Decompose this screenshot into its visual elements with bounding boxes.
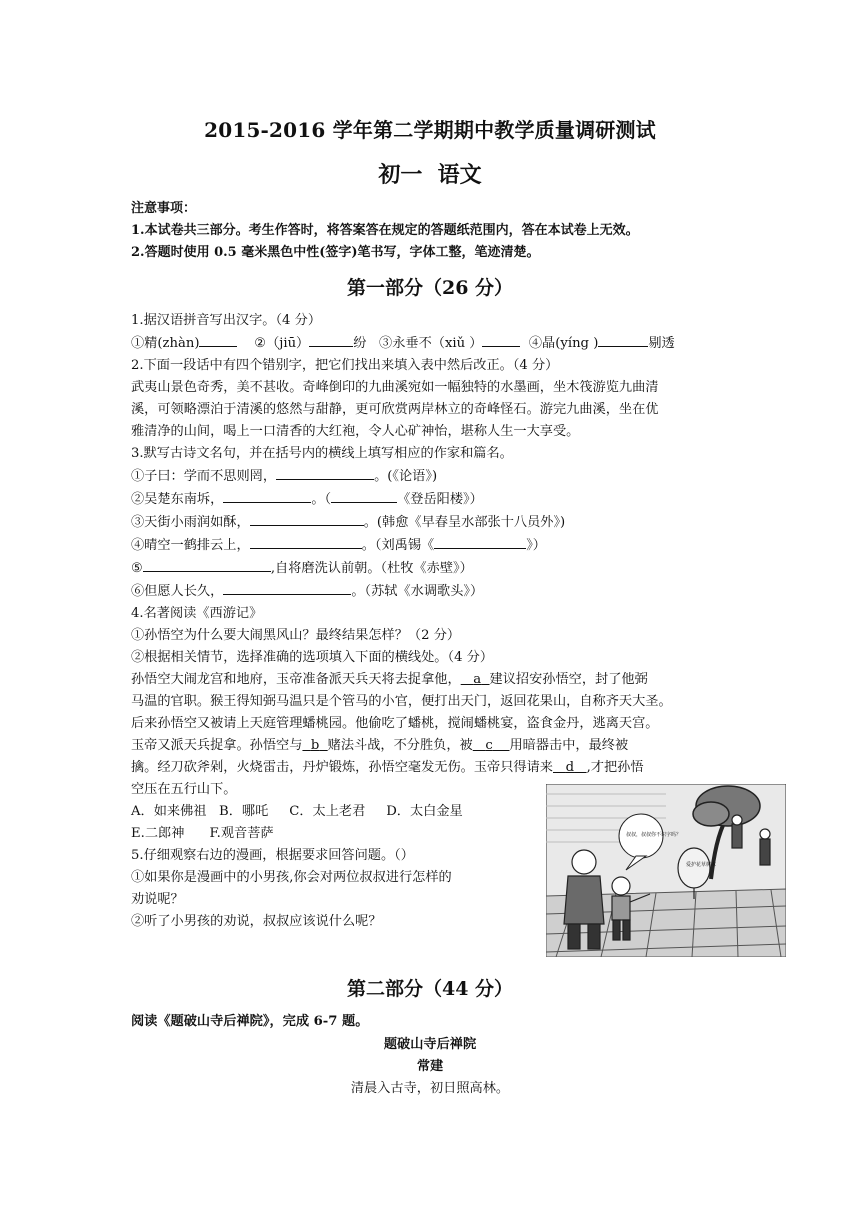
notes-heading: 注意事项： bbox=[131, 201, 197, 216]
q3-3-text: ③天街小雨润如酥， bbox=[131, 515, 250, 530]
q4-p5-pre: 擒。经刀砍斧剁，火烧雷击，丹炉锻炼，孙悟空毫发无伤。玉帝只得请来 bbox=[131, 760, 553, 775]
cartoon-svg bbox=[546, 784, 786, 957]
q3-2-author-blank bbox=[331, 488, 397, 503]
q4-para-line1 bbox=[131, 669, 721, 691]
q5-sub2: ②听了小男孩的劝说，叔叔应该说什么呢？ bbox=[131, 914, 382, 929]
q3-6-text: ⑥但愿人长久， bbox=[131, 584, 224, 599]
q3-1-blank bbox=[276, 465, 374, 480]
q3-item-4 bbox=[131, 534, 721, 557]
cartoon-illustration bbox=[546, 784, 786, 957]
q5-sub1-line2: 劝说呢？ bbox=[131, 892, 184, 907]
q5-sub1-line1: ①如果你是漫画中的小男孩,你会对两位叔叔进行怎样的 bbox=[131, 870, 452, 885]
q4-para-line4 bbox=[131, 735, 721, 757]
q4-options-2: E.二郎神 F.观音菩萨 bbox=[131, 826, 274, 841]
q3-3-source: 。(韩愈《早春呈水部张十八员外》) bbox=[363, 515, 566, 530]
q1-d-blank bbox=[598, 332, 648, 347]
q4-blank-c: c bbox=[485, 738, 493, 753]
q1-a-label: ①精(zhàn) bbox=[131, 336, 200, 351]
notes-section bbox=[131, 198, 639, 264]
poem-line-1: 清晨入古寺，初日照高林。 bbox=[350, 1081, 510, 1096]
exam-subtitle: 初一 语文 bbox=[378, 162, 482, 188]
exam-title: 2015-2016 学年第二学期期中教学质量调研测试 bbox=[204, 118, 656, 142]
q1-b-label: ②（jiū） bbox=[254, 336, 310, 351]
notes-item-1: 1.本试卷共三部分。考生作答时，将答案答在规定的答题纸范围内，答在本试卷上无效。 bbox=[131, 223, 639, 238]
q3-4-text: ④晴空一鹤排云上， bbox=[131, 538, 250, 553]
q4-p1-pre: 孙悟空大闹龙宫和地府，玉帝准备派天兵天将去捉拿他， bbox=[131, 672, 461, 687]
q2-passage-line2: 溪，可领略漂泊于清溪的悠然与甜静，更可欣赏两岸林立的奇峰怪石。游完九曲溪，坐在优 bbox=[131, 402, 659, 417]
q3-6-blank bbox=[223, 580, 351, 595]
poem-title: 题破山寺后禅院 bbox=[383, 1037, 477, 1052]
q1-b-suffix: 纷 bbox=[353, 336, 367, 351]
q4-p1-post: 建议招安孙悟空，封了他弼 bbox=[489, 672, 648, 687]
q3-2-source: 《登岳阳楼》） bbox=[397, 492, 483, 507]
q4-sub2: ②根据相关情节，选择准确的选项填入下面的横线处。（4 分） bbox=[131, 650, 494, 665]
q1-d-suffix: 剔透 bbox=[648, 336, 675, 351]
q4-para-line6: 空压在五行山下。 bbox=[131, 782, 237, 797]
q4-p5-post: ,才把孙悟 bbox=[586, 760, 644, 775]
q3-5-blank bbox=[143, 557, 271, 572]
q3-item-6 bbox=[131, 580, 721, 603]
q1-items bbox=[131, 332, 721, 355]
q3-1-source: 。(《论语》) bbox=[374, 469, 438, 484]
q3-2-text: ②吴楚东南坼， bbox=[131, 492, 224, 507]
q3-4-suffix: 》） bbox=[526, 538, 546, 553]
q3-4-blank bbox=[250, 534, 362, 549]
q1-c-blank bbox=[482, 332, 520, 347]
q3-5-label: ⑤ bbox=[131, 561, 143, 576]
q3-item-5 bbox=[131, 557, 721, 580]
q1-c-label: ③永垂不（xiǔ ） bbox=[379, 336, 483, 351]
q2-prompt: 2.下面一段话中有四个错别字，把它们找出来填入表中然后改正。（4 分） bbox=[131, 358, 559, 373]
q4-options-1: A．如来佛祖 B．哪吒 C．太上老君 D．太白金星 bbox=[131, 804, 463, 819]
q4-p4-pre: 玉帝又派天兵捉拿。孙悟空与 bbox=[131, 738, 303, 753]
part2-heading: 第二部分（44 分） bbox=[346, 978, 514, 1000]
q5-prompt: 5.仔细观察右边的漫画，根据要求回答问题。（） bbox=[131, 848, 414, 863]
poem-author: 常建 bbox=[416, 1059, 444, 1074]
q1-d-label: ④晶(yíng ) bbox=[528, 336, 599, 351]
cartoon-bubble-text: 叔叔，叔叔你不识字吗？ bbox=[626, 832, 682, 838]
q1-a-blank bbox=[199, 332, 237, 347]
q3-2-mid: 。（ bbox=[311, 492, 332, 507]
part1-heading: 第一部分（26 分） bbox=[346, 277, 514, 299]
q3-4-title-blank bbox=[434, 534, 526, 549]
q2-passage-line3: 雅清净的山间，喝上一口清香的大红袍，令人心矿神怡，堪称人生一大享受。 bbox=[131, 424, 580, 439]
notes-item-2: 2.答题时使用 0.5 毫米黑色中性(签字)笔书写，字体工整，笔迹清楚。 bbox=[131, 245, 540, 260]
q4-para-line5 bbox=[131, 757, 721, 779]
q3-item-2 bbox=[131, 488, 721, 511]
part2-intro: 阅读《题破山寺后禅院》，完成 6-7 题。 bbox=[131, 1014, 369, 1029]
q1-prompt: 1.据汉语拼音写出汉字。（4 分） bbox=[131, 313, 322, 328]
q4-para-line2: 马温的官职。猴王得知弼马温只是个管马的小官，便打出天门，返回花果山，自称齐天大圣。 bbox=[131, 694, 672, 709]
q4-sub1: ①孙悟空为什么要大闹黑风山？最终结果怎样？（2 分） bbox=[131, 628, 461, 643]
q3-1-text: ①子曰：学而不思则罔， bbox=[131, 469, 277, 484]
q3-prompt: 3.默写古诗文名句，并在括号内的横线上填写相应的作家和篇名。 bbox=[131, 446, 513, 461]
q4-blank-b: b bbox=[310, 738, 320, 753]
q3-4-mid: 。（刘禹锡《 bbox=[361, 538, 435, 553]
q4-blank-a: a bbox=[473, 672, 482, 687]
q4-blank-d: d bbox=[565, 760, 575, 775]
q4-para-line3: 后来孙悟空又被请上天庭管理蟠桃园。他偷吃了蟠桃，搅闹蟠桃宴，盗食金丹，逃离天宫。 bbox=[131, 716, 659, 731]
q4-p4-mid: 赌法斗战，不分胜负，被 bbox=[327, 738, 473, 753]
cartoon-sign-text: 爱护花草树木 bbox=[686, 862, 717, 868]
q2-passage-line1: 武夷山景色奇秀，美不甚收。奇峰倒印的九曲溪宛如一幅独特的水墨画，坐木筏游览九曲清 bbox=[131, 380, 659, 395]
q3-2-blank bbox=[223, 488, 311, 503]
q3-item-1 bbox=[131, 465, 721, 488]
q4-p4-post: 用暗器击中，最终被 bbox=[509, 738, 629, 753]
q3-3-blank bbox=[250, 511, 364, 526]
q3-5-text: ,自将磨洗认前朝。（杜牧《赤壁》） bbox=[270, 561, 473, 576]
q1-b-blank bbox=[309, 332, 353, 347]
q4-prompt: 4.名著阅读《西游记》 bbox=[131, 606, 263, 621]
q3-item-3 bbox=[131, 511, 721, 534]
q3-6-source: 。（苏轼《水调歌头》） bbox=[351, 584, 484, 599]
